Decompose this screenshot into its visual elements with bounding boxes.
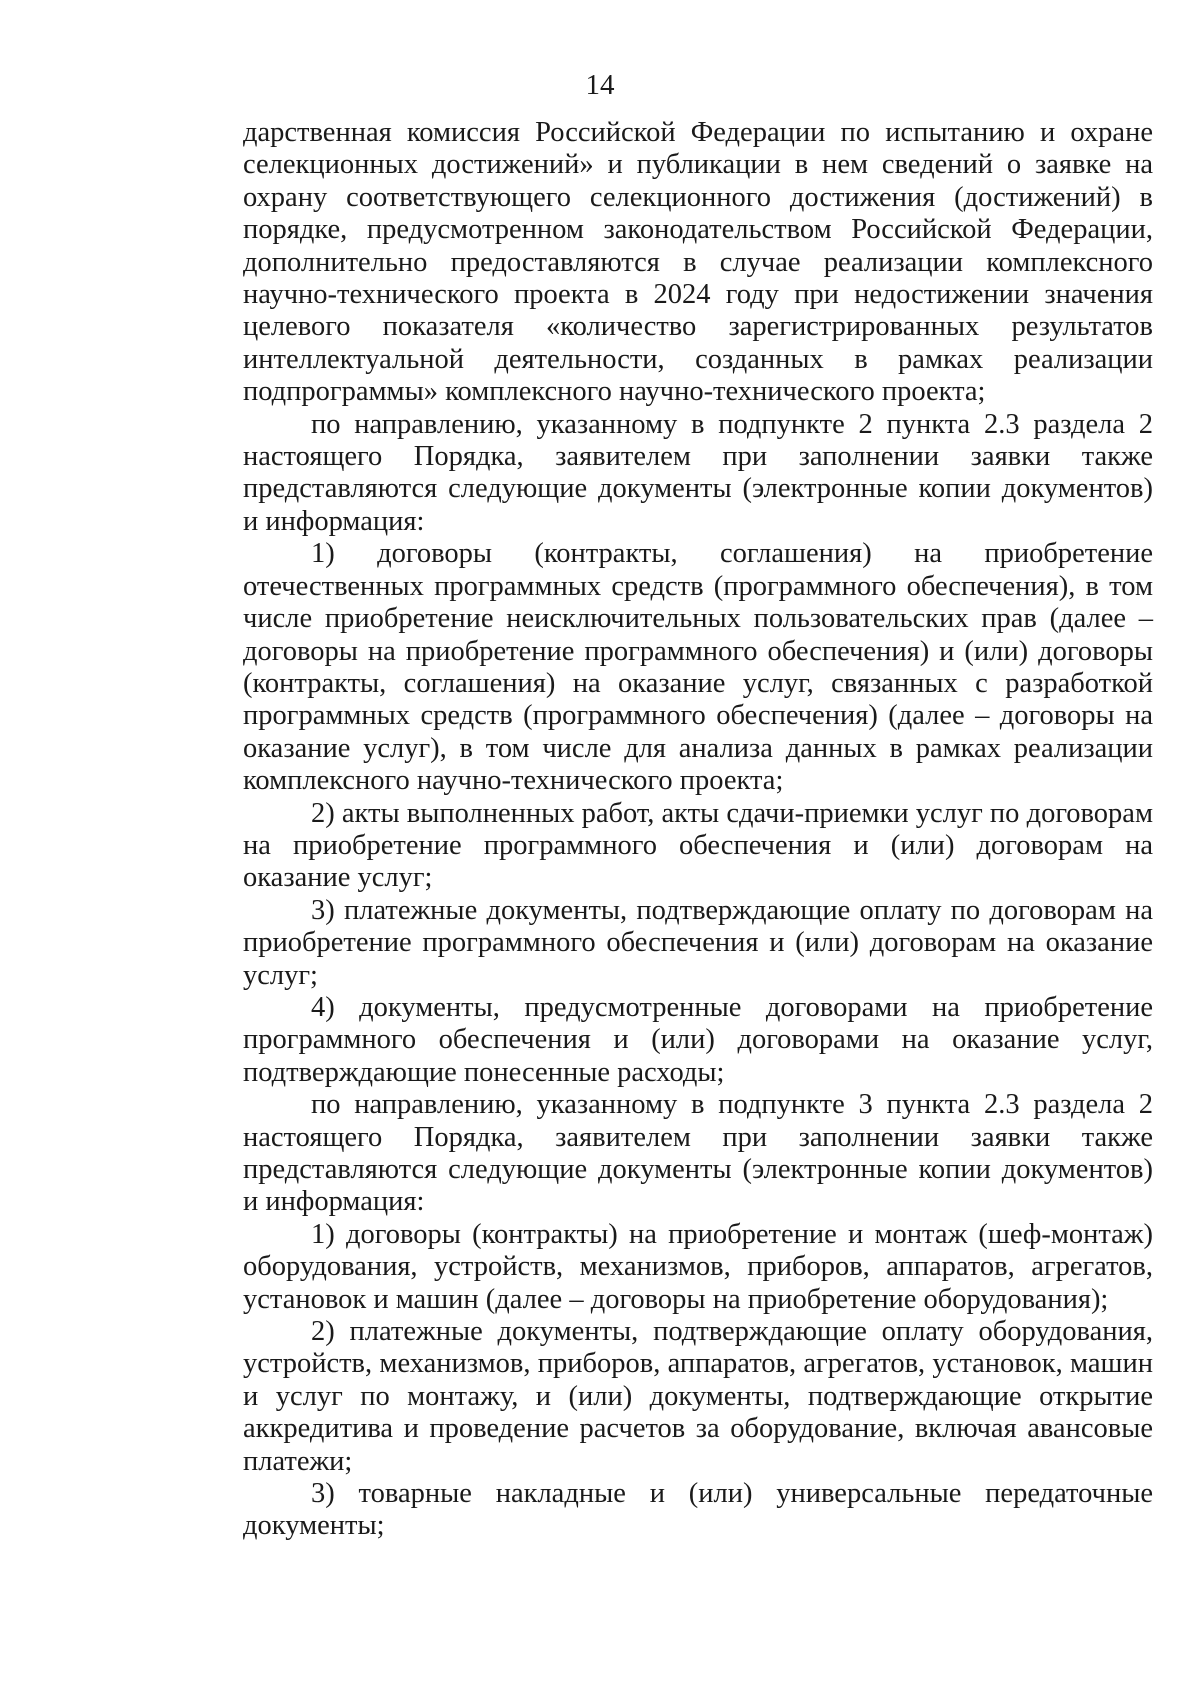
paragraph-item-3-payment-documents: 3) платежные документы, подтверждающие оплату по договорам на приобретение программного обеспечения и (или) договорам на оказание услуг; bbox=[243, 894, 1153, 991]
paragraph-item-2-acceptance-acts: 2) акты выполненных работ, акты сдачи-приемки услуг по договорам на приобретение программного обеспечения и (или) договорам на оказание услуг; bbox=[243, 797, 1153, 894]
paragraph-item-1-equipment-contracts: 1) договоры (контракты) на приобретение и монтаж (шеф-монтаж) оборудования, устройств, механизмов, приборов, аппаратов, агрегатов, установок и машин (далее – договоры на приобретение оборудования); bbox=[243, 1218, 1153, 1315]
paragraph-continuation: дарственная комиссия Российской Федерации по испытанию и охране селекционных достижений» и публикации в нем сведений о заявке на охрану соответствующего селекционного достижения (достижений) в порядке, предусмотренном законодательством Российской Федерации, дополнительно предоставляются в случае реализации комплексного научно-технического проекта в 2024 году при недостижении значения целевого показателя «количество зарегистрированных результатов интеллектуальной деятельности, созданных в рамках реализации подпрограммы» комплексного научно-технического проекта; bbox=[243, 117, 1153, 408]
paragraph-item-2-equipment-payments: 2) платежные документы, подтверждающие оплату оборудования, устройств, механизмов, приборов, аппаратов, агрегатов, установок, машин и услуг по монтажу, и (или) документы, подтверждающие открытие аккредитива и проведение расчетов за оборудование, включая авансовые платежи; bbox=[243, 1316, 1153, 1477]
paragraph-item-3-waybills: 3) товарные накладные и (или) универсальные передаточные документы; bbox=[243, 1478, 1153, 1542]
document-body bbox=[243, 117, 1153, 1543]
paragraph-direction-3-intro: по направлению, указанному в подпункте 3 пункта 2.3 раздела 2 настоящего Порядка, заявителем при заполнении заявки также представляются следующие документы (электронные копии документов) и информация: bbox=[243, 1089, 1153, 1218]
paragraph-item-1-software-contracts: 1) договоры (контракты, соглашения) на приобретение отечественных программных средств (программного обеспечения), в том числе приобретение неисключительных пользовательских прав (далее – договоры на приобретение программного обеспечения) и (или) договоры (контракты, соглашения) на оказание услуг, связанных с разработкой программных средств (программного обеспечения) (далее – договоры на оказание услуг), в том числе для анализа данных в рамках реализации комплексного научно-технического проекта; bbox=[243, 538, 1153, 797]
paragraph-item-4-expense-documents: 4) документы, предусмотренные договорами на приобретение программного обеспечения и (или) договорами на оказание услуг, подтверждающие понесенные расходы; bbox=[243, 991, 1153, 1088]
page-number: 14 bbox=[585, 69, 615, 101]
paragraph-direction-2-intro: по направлению, указанному в подпункте 2 пункта 2.3 раздела 2 настоящего Порядка, заявителем при заполнении заявки также представляются следующие документы (электронные копии документов) и информация: bbox=[243, 408, 1153, 537]
